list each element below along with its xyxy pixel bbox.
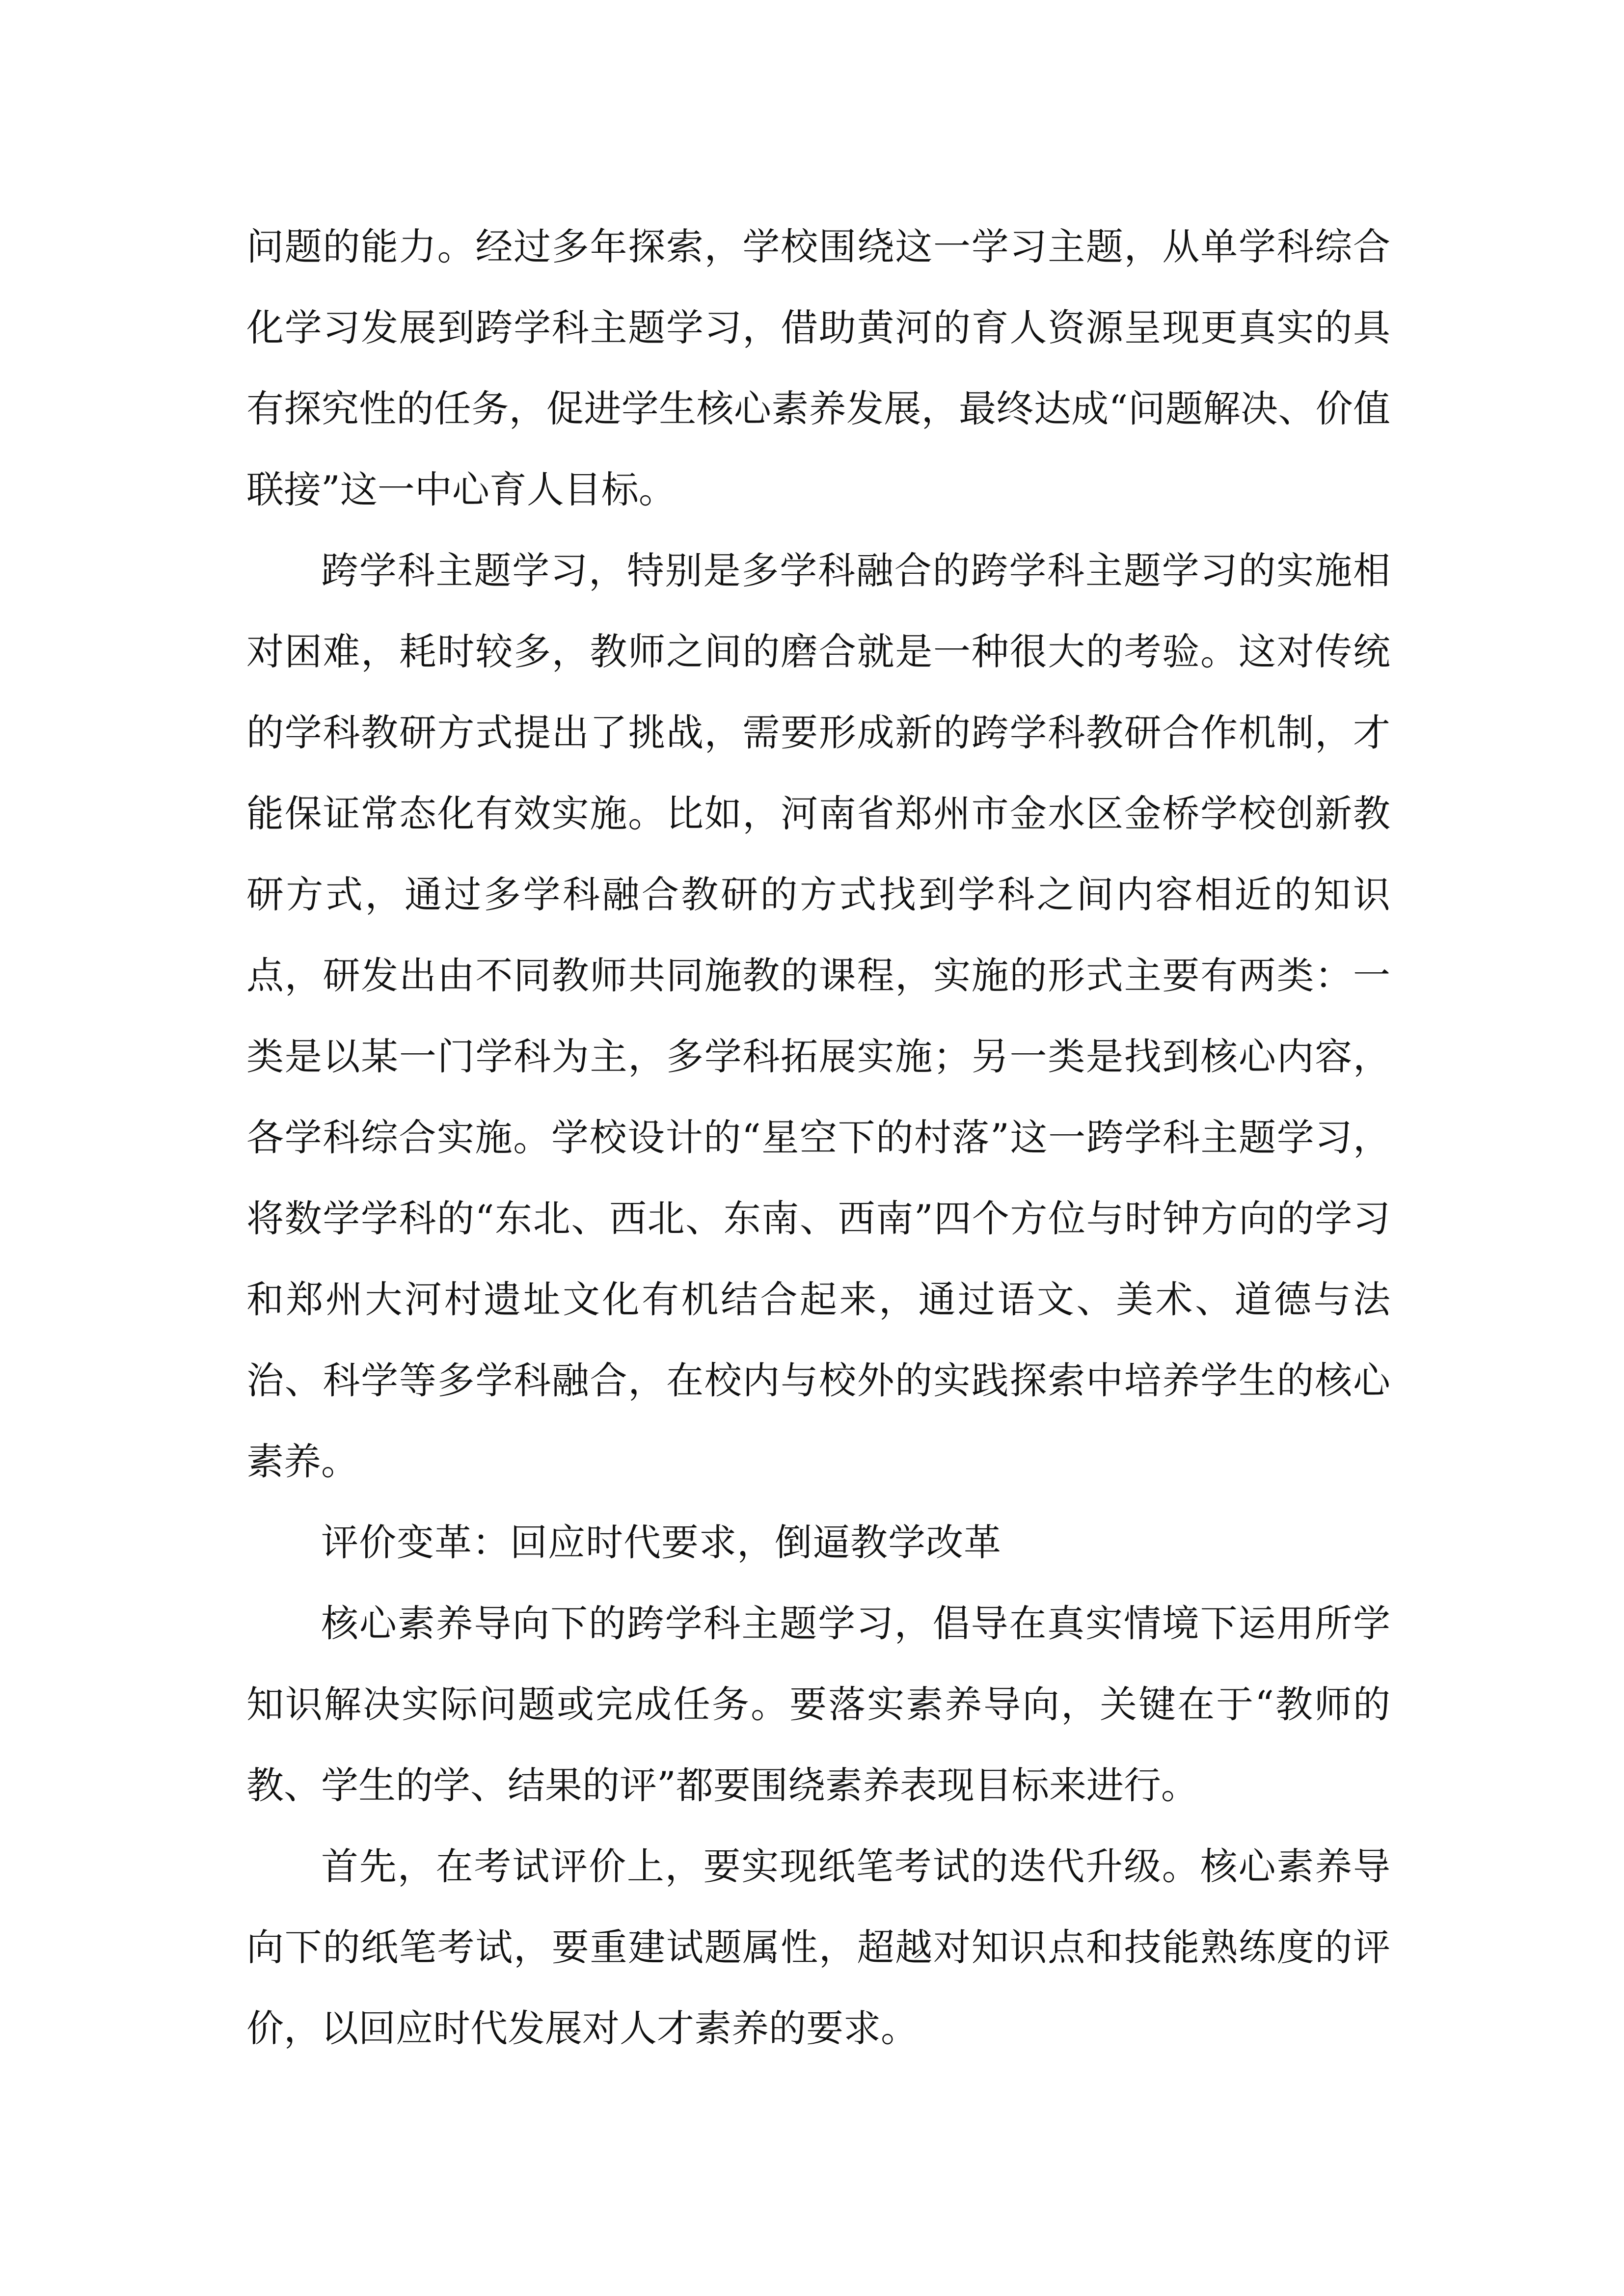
paragraph-exam-evaluation: 首先，在考试评价上，要实现纸笔考试的迭代升级。核心素养导向下的纸笔考试，要重建试题属性，超越对知识点和技能熟练度的评价，以回应时代发展对人才素养的要求。 [246,1844,1390,2050]
paragraph-literacy-orientation: 核心素养导向下的跨学科主题学习，倡导在真实情境下运用所学知识解决实际问题或完成任务。要落实素养导向，关键在于“教师的教、学生的学、结果的评”都要围绕素养表现目标来进行。 [246,1602,1390,1807]
section-heading-evaluation-reform: 评价变革：回应时代要求，倒逼教学改革 [321,1521,1001,1564]
document-body [246,206,1390,2069]
paragraph-interdisciplinary-research: 跨学科主题学习，特别是多学科融合的跨学科主题学习的实施相对困难，耗时较多，教师之间的磨合就是一种很大的考验。这对传统的学科教研方式提出了挑战，需要形成新的跨学科教研合作机制，才能保证常态化有效实施。比如，河南省郑州市金水区金桥学校创新教研方式，通过多学科融合教研的方式找到学科之间内容相近的知识点，研发出由不同教师共同施教的课程，实施的形式主要有两类：一类是以某一门学科为主，多学科拓展实施；另一类是找到核心内容，各学科综合实施。学校设计的“星空下的村落”这一跨学科主题学习，将数学学科的“东北、西北、东南、西南”四个方位与时钟方向的学习和郑州大河村遗址文化有机结合起来，通过语文、美术、道德与法治、科学等多学科融合，在校内与校外的实践探索中培养学生的核心素养。 [246,549,1390,1483]
paragraph-continuation: 问题的能力。经过多年探索，学校围绕这一学习主题，从单学科综合化学习发展到跨学科主题学习，借助黄河的育人资源呈现更真实的具有探究性的任务，促进学生核心素养发展，最终达成“问题解决、价值联接”这一中心育人目标。 [246,225,1390,511]
